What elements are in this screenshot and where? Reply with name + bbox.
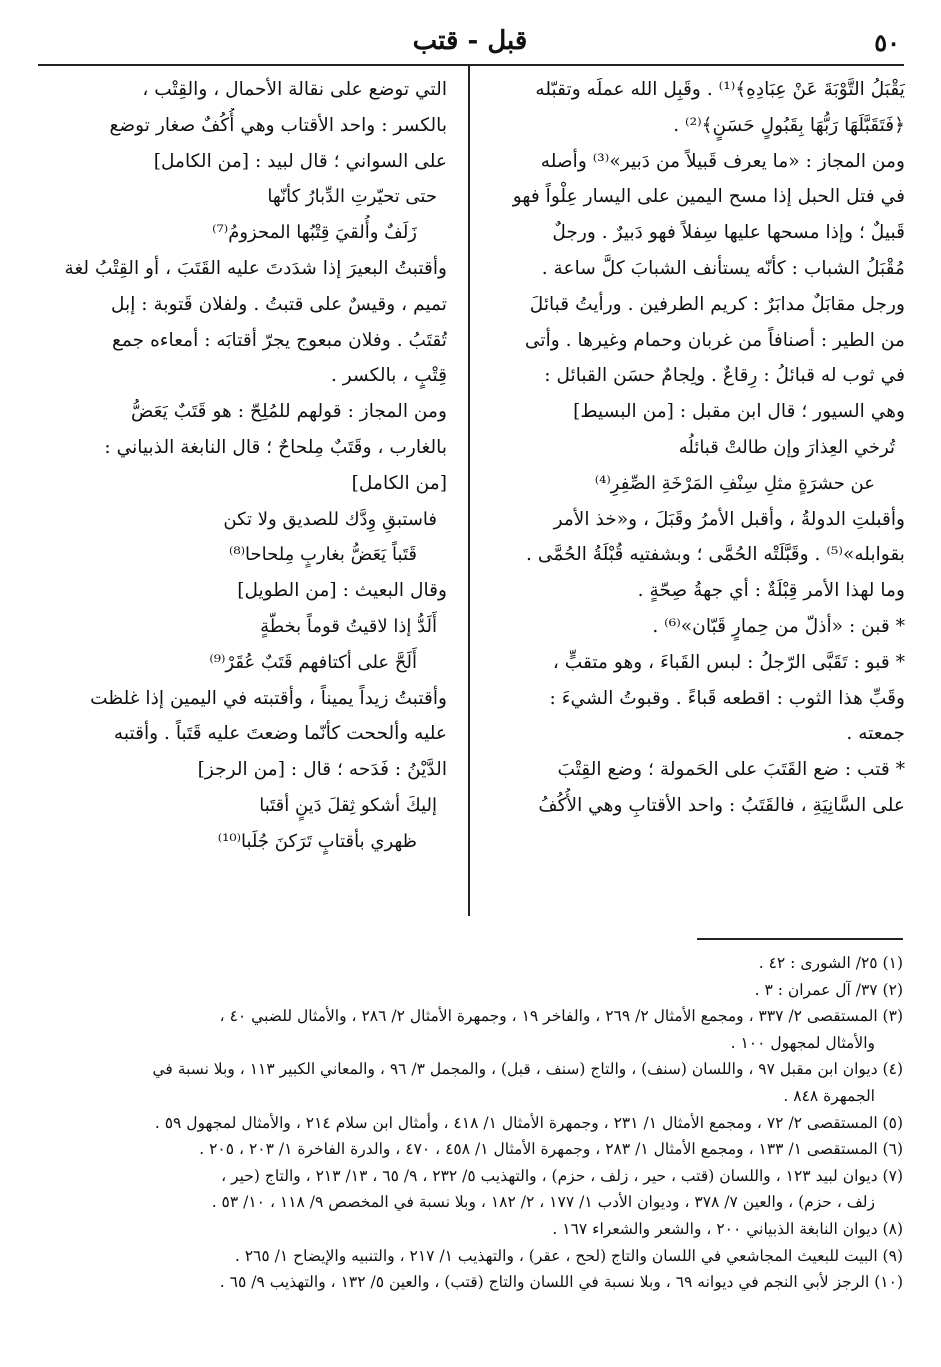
verse-line: حتى تحيّرتِ الدِّبارُ كأنّها xyxy=(267,186,437,208)
text-line: ورجل مقابَلٌ مدابَرٌ : كريم الطرفين . ورأيتُ قبائلَ xyxy=(529,293,905,315)
verse-line: تُرخي العِذارَ وإن طالتْ قبائلُه xyxy=(678,436,895,458)
footnote: (٩) البيت للبعيث المجاشعي في اللسان والتاج (لحح ، عقر) ، والتهذيب ١/ ٢١٧ ، والتنبيه والإيضاح ١/ ٢٦٥ . xyxy=(234,1246,903,1265)
text-line: قَبيلٌ ؛ وإذا مسحها عليها سِفلاً فهو دَبيرٌ . ورجلٌ xyxy=(552,222,905,244)
footnote: (٢) ٣٧/ آل عمران : ٣ . xyxy=(754,980,903,999)
page-header xyxy=(40,22,900,62)
text-line: وقال البعيث : [من الطويل] xyxy=(237,580,447,602)
entry-line: * قتب : ضع القَتَبَ على الحَمولة ؛ وضع القِتْبَ xyxy=(557,759,905,781)
verse-line: أَلَدُّ إذا لاقيتُ قوماً بخطّةٍ xyxy=(260,615,437,637)
text-line: ﴿فَتَقَبَّلَهَا رَبُّهَا بِقَبُولٍ حَسَنٍ﴾⁽²⁾ . xyxy=(673,114,905,136)
left-column xyxy=(43,72,447,860)
text-line: بالكسر : واحد الأقتاب وهي أُكُفٌ صغار توضع xyxy=(109,114,447,136)
text-line: جمعته . xyxy=(846,723,905,745)
footnote-continuation: والأمثال لمجهول ١٠٠ . xyxy=(730,1033,875,1052)
text-line: ومن المجاز : «ما يعرف قَبيلاً من دَبير»⁽³⁾ وأصله xyxy=(540,150,905,172)
verse-line: زَلَفٌ وأُلقيَ قِتْبُها المحزومُ⁽⁷⁾ xyxy=(212,222,417,244)
text-line: ومن المجاز : قولهم للمُلِحّ : هو قَتَبٌ يَعَضُّ xyxy=(130,401,447,423)
text-line: في فتل الحبل إذا مسح اليمين على اليسار عِلْواً فهو xyxy=(512,186,905,208)
footnote: (٦) المستقصى ١/ ١٣٣ ، ومجمع الأمثال ١/ ٢٨٣ ، وجمهرة الأمثال ١/ ٤٥٨ ، ٤٧٠ ، والدرة الفاخرة ١/ ٢٠٣ ، ٢٠٥ . xyxy=(199,1140,903,1159)
verse-line: فاستبقِ وِدَّك للصديق ولا تكن xyxy=(223,508,437,530)
text-line: تميم ، وقيسٌ على قتبتُ . ولفلان قَتوبة : إبل xyxy=(110,293,447,315)
footnote-continuation: زلف ، حزم) ، والعين ٧/ ٣٧٨ ، وديوان الأدب ١/ ١٧٧ ، ٢/ ١٨٢ ، وبلا نسبة في المخصص ٩/ ١١٨ ، ١٠/ ٥٣ . xyxy=(211,1193,875,1212)
text-line: يَقْبَلُ التَّوْبَةَ عَنْ عِبَادِهِ﴾⁽¹⁾ . وقَبِل الله عملَه وتقبّله xyxy=(535,79,905,100)
footnote: (٨) ديوان النابغة الذبياني ٢٠٠ ، والشعر والشعراء ١٦٧ . xyxy=(552,1219,903,1238)
verse-line: قَتَباً يَعَضُّ بغاربٍ مِلحاحا⁽⁸⁾ xyxy=(228,544,417,566)
text-line: وقَبِّ هذا الثوب : اقطعه قَباءً . وقبوتُ الشيءَ : xyxy=(549,687,905,709)
footnote-continuation: الجمهرة ٨٤٨ . xyxy=(783,1086,875,1105)
text-line: من الطير : أصنافاً من غربان وحمام وغيرها . وأتى xyxy=(524,329,905,351)
footnote-rule xyxy=(697,938,903,940)
page-number: ٥٠ xyxy=(874,28,900,57)
text-line: بالغارب ، وقَتَبٌ مِلحاحٌ ؛ قال النابغة الذبياني : xyxy=(104,436,447,458)
text-line: في ثوب له قبائلُ : رِقاعٌ . ولِجامٌ حسَن القبائل : xyxy=(544,365,905,387)
text-line: [من الكامل] xyxy=(351,472,447,494)
text-line: عليه وألححت كأنّما وضعتَ عليه قَتَباً . وأقتبه xyxy=(113,723,447,745)
footnotes xyxy=(37,950,903,1296)
verse-line: أَلَحَّ على أكتافهم قَتَبٌ عُقَرْ⁽⁹⁾ xyxy=(209,651,417,673)
text-line: على السَّانِيَةِ ، فالقَتَبُ : واحد الأقتابِ وهي الأُكُفُ xyxy=(538,794,905,816)
footnote: (١٠) الرجز لأبي النجم في ديوانه ٦٩ ، وبلا نسبة في اللسان والتاج (قتب) ، والعين ٥/ ١٣٢ ، والتهذيب ٩/ ٦٥ . xyxy=(219,1273,903,1292)
text-line: وأقتبتُ زيداً يميناً ، وأقتبته في اليمين إذا غلظت xyxy=(90,687,447,709)
footnote: (١) ٢٥/ الشورى : ٤٢ . xyxy=(758,954,903,972)
column-divider xyxy=(468,66,470,916)
verse-line: ظهري بأقتابٍ تَرَكنَ جُلَبا⁽¹⁰⁾ xyxy=(217,830,417,852)
text-line: وأقتبتُ البعيرَ إذا شدَدتَ عليه القَتَبَ ، أو القِتْبُ لغة xyxy=(64,257,447,279)
text-line: وما لهذا الأمر قِبْلَةٌ : أي جهةُ صِحّةٍ . xyxy=(637,580,905,602)
footnote: (٣) المستقصى ٢/ ٣٣٧ ، ومجمع الأمثال ٢/ ٢٦٩ ، والفاخر ١٩ ، وجمهرة الأمثال ٢/ ٢٨٦ ، والأمثال للضبي ٤٠ ، xyxy=(219,1007,903,1026)
text-line: تُقتَبُ . وفلان مبعوج يجرّ أقتابَه : أمعاءه جمع xyxy=(112,329,447,351)
text-line: قِتْبٍ ، بالكسر . xyxy=(330,365,447,387)
footnote: (٥) المستقصى ٢/ ٧٢ ، ومجمع الأمثال ١/ ٢٣١ ، وجمهرة الأمثال ١/ ٤١٨ ، وأمثال ابن سلام ٢١٤ ، والأمثال لمجهول ٥٩ . xyxy=(154,1113,903,1132)
header-rule xyxy=(38,64,904,66)
text-line: الدَّيْنُ : فَدَحه ؛ قال : [من الرجز] xyxy=(197,759,447,781)
text-line: وأقبلتِ الدولةُ ، وأقبل الأمرُ وقَبَلَ ، و«خذ الأمر xyxy=(553,508,905,530)
text-line: مُقْبَلُ الشباب : كأنّه يستأنف الشبابَ كلَّ ساعة . xyxy=(541,257,905,279)
footnote: (٤) ديوان ابن مقبل ٩٧ ، واللسان (سنف) ، والتاج (سنف ، قبل) ، والمجمل ٣/ ٩٦ ، والمعاني الكبير ١١٣ ، وبلا نسبة في xyxy=(152,1060,903,1079)
right-column xyxy=(501,72,905,824)
text-line: التي توضع على نقالة الأحمال ، والقِتْب ، xyxy=(142,79,447,100)
verse-line: عن حشرَةٍ مثلِ سِنْفِ المَرْخَةِ الصِّفِرِ⁽⁴⁾ xyxy=(594,472,875,494)
running-title: قبل - قتب xyxy=(412,26,528,56)
text-line: وهي السيور ؛ قال ابن مقبل : [من البسيط] xyxy=(573,401,905,423)
verse-line: إليكَ أشكو ثِقلَ دَينٍ أقتَبا xyxy=(259,794,437,816)
entry-line: * قبن : «أذلّ من حِمارٍ قَبّان»⁽⁶⁾ . xyxy=(652,615,905,637)
footnote: (٧) ديوان لبيد ١٢٣ ، واللسان (قتب ، حير ، زلف ، حزم) ، والتهذيب ٥/ ٢٣٢ ، ٩/ ٦٥ ، ١٣/ ٢١٣ ، والتاج (حير ، xyxy=(221,1166,903,1185)
text-line: على السواني ؛ قال لبيد : [من الكامل] xyxy=(153,150,447,172)
entry-line: * قبو : تَقَبَّى الرّجلُ : لبس القَباءَ ، وهو متقبٍّ ، xyxy=(552,651,905,673)
text-line: بقوابله»⁽⁵⁾ . وقَبَّلَتْه الحُمَّى ؛ وبشفتيه قُبْلَةُ الحُمَّى . xyxy=(526,544,905,566)
